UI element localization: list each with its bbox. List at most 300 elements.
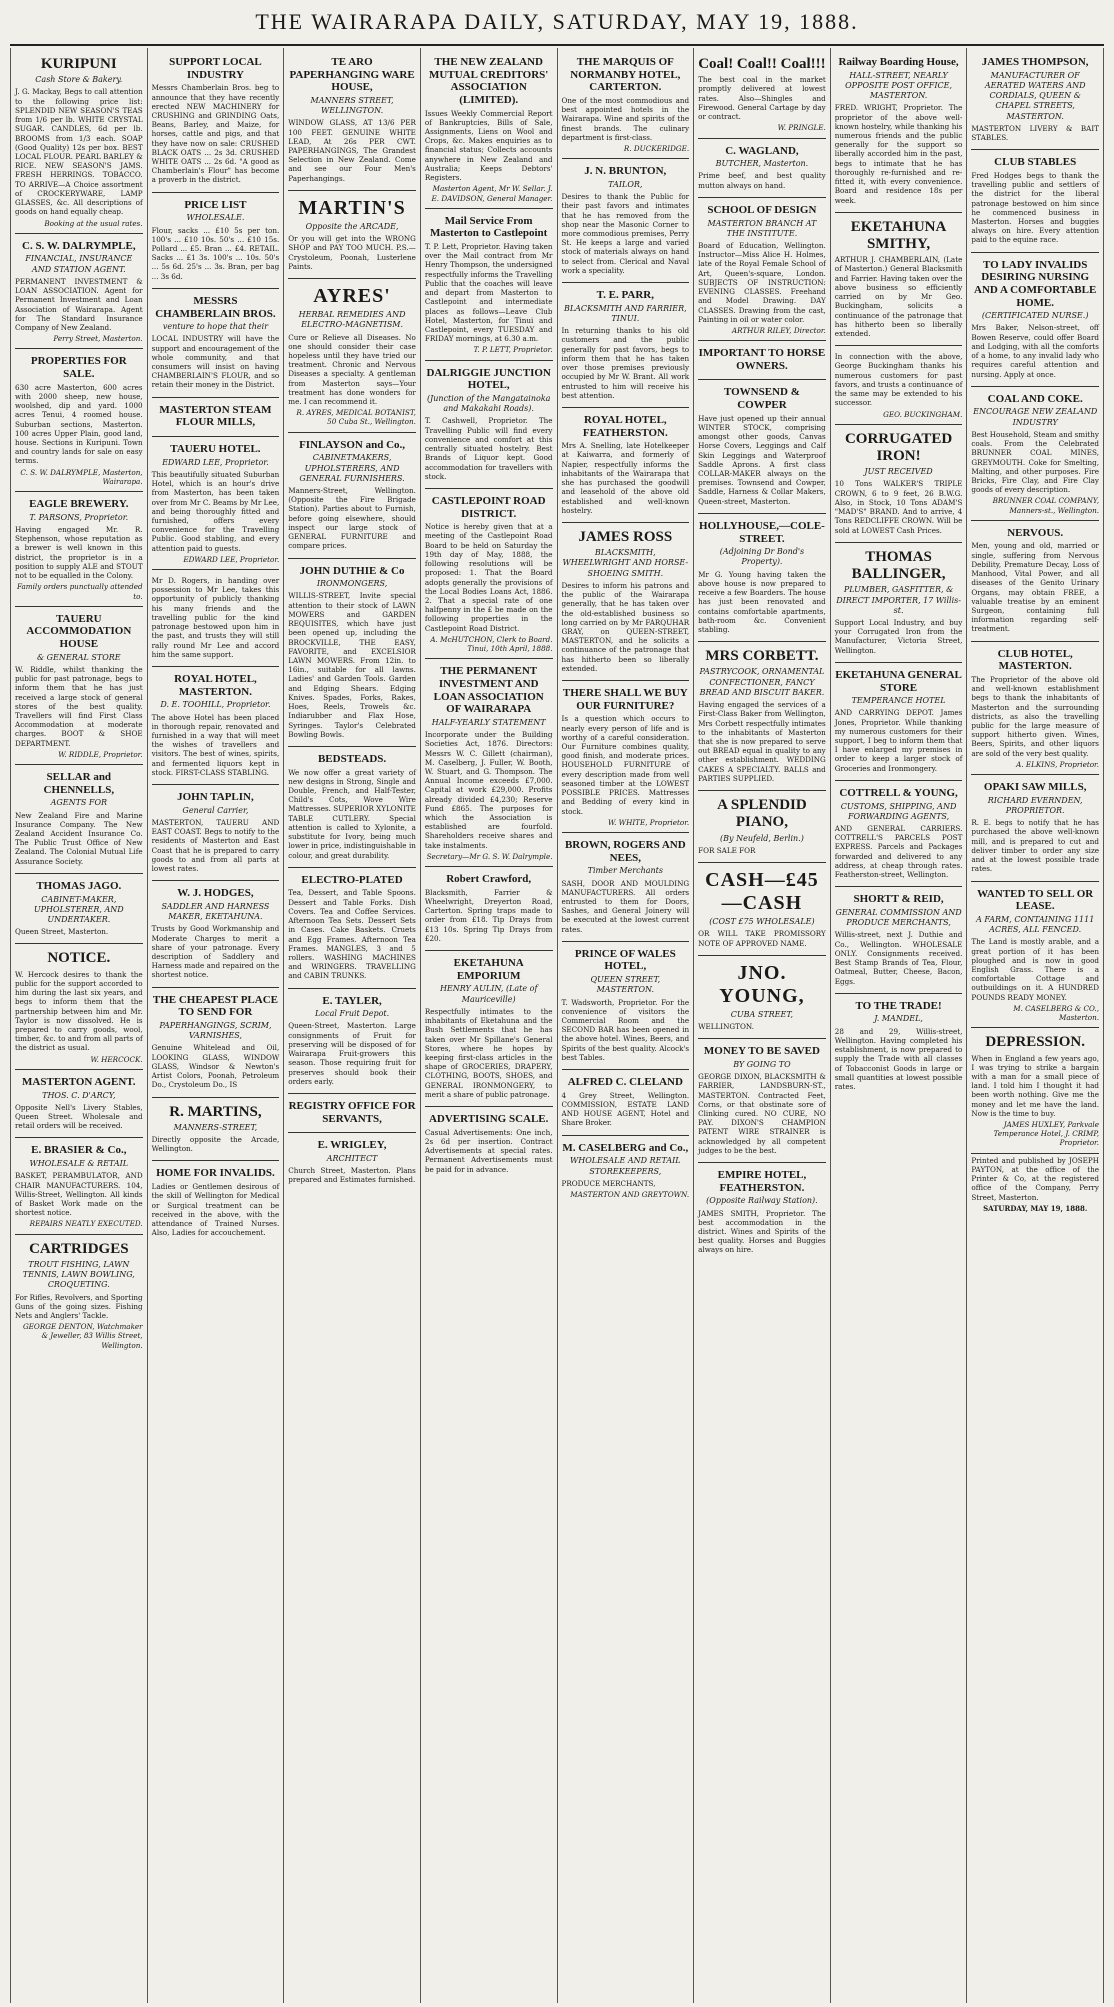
ad-headline: SCHOOL OF DESIGN (707, 203, 817, 216)
ad-subheading: THOS. C. D'ARCY, (42, 1090, 116, 1100)
ad-subheading: IRONMONGERS, (316, 579, 388, 589)
advertisement (425, 50, 553, 209)
advertisement (835, 887, 963, 993)
ad-subheading: PASTRYCOOK, ORNAMENTAL CONFECTIONER, FANCY BREAD AND BISCUIT BAKER. (699, 667, 825, 697)
ad-headline: EAGLE BREWERY. (29, 498, 129, 511)
advertisement (15, 1138, 143, 1234)
ad-signature: W. RIDDLE, Proprietor. (58, 749, 143, 759)
ad-body-text: Fred Hodges begs to thank the travelling public and settlers of the district for the liberal patronage bestowed on him since he commenced business in Masterton. Horses and buggies always on hire. Every attention paid to the equine race. (971, 170, 1099, 245)
ad-subheading: Timber Merchants (587, 866, 663, 876)
ad-subheading: (By Neufeld, Berlin.) (720, 833, 804, 843)
advertisement (152, 881, 280, 987)
ad-body-text: In connection with the above, George Buckingham thanks his numerous customers for past favors, and trusts a continuance of the same may be extended to his successor. (834, 352, 963, 408)
ad-headline: OPAKI SAW MILLS, (983, 781, 1087, 794)
ad-signature: M. CASELBERG & CO., Masterton. (1013, 1003, 1099, 1023)
ad-subheading: CUBA STREET, (730, 1009, 794, 1019)
ad-subheading: HERBAL REMEDIES AND ELECTRO-MAGNETISM. (298, 310, 406, 330)
ad-subheading: T. PARSONS, Proprietor. (29, 512, 129, 522)
ad-body-text: Mrs A. Snelling, late Hotelkeeper at Kaiwarra, and formerly of Napier, respectfully informs the inhabitants of the Wairarapa that she has purchased the goodwill and leasehold of the above old established and well-known hostelry. (561, 441, 690, 515)
advertisement (835, 543, 963, 663)
ad-headline: M. CASELBERG and Co., (562, 1141, 689, 1154)
ad-body-text: Church Street, Masterton. Plans prepared and Estimates furnished. (288, 1166, 416, 1185)
ad-headline: MASTERTON STEAM FLOUR MILLS, (159, 403, 272, 429)
advertisement (152, 50, 280, 193)
advertisement (288, 747, 416, 868)
ad-subheading: MANUFACTURER OF AERATED WATERS AND CORDIALS, QUEEN & CHAPEL STREETS, MASTERTON. (984, 70, 1086, 121)
newspaper-title: THE WAIRARAPA DAILY, SATURDAY, MAY 19, 1888. (255, 9, 859, 34)
advertisement (835, 50, 963, 213)
ad-body-text: Have just opened up their annual WINTER STOCK, comprising amongst other goods, Canvas Horse Covers, Leggings and Calf Skin Leggings and Waterproof Saddle Aprons. A first class COLLAR-MAKER always on the premises. Townsend and Cowper, Saddle, Harness & Collar Makers, Queen-street, Masterton. (698, 413, 826, 506)
ad-headline: DALRIGGIE JUNCTION HOTEL, (426, 366, 551, 392)
advertisement (288, 868, 416, 989)
advertisement (698, 50, 826, 139)
ad-subheading: (CERTIFICATED NURSE.) (981, 311, 1089, 321)
ad-body-text: Genuine Whitelead and Oil, LOOKING GLASS, WINDOW GLASS, Windsor & Newton's Artist Colors, Poonah, Petroleum Do., Crystoleum Do., IS (151, 1043, 280, 1090)
ad-headline: THOMAS JAGO. (36, 879, 122, 892)
ad-signature: MASTERTON AND GREYTOWN. (570, 1189, 690, 1199)
ad-subheading: QUEEN STREET, MASTERTON. (590, 975, 661, 995)
advertisement (562, 1136, 690, 1205)
ad-body-text: MASTERTON, TAUERU AND EAST COAST. Begs to notify to the residents of Masterton and East Coast that he is prepared to carry goods to and from all parts at lowest rates. (151, 817, 280, 874)
ad-subheading: D. E. TOOHILL, Proprietor. (160, 700, 271, 710)
advertisement (835, 663, 963, 781)
advertisement (562, 283, 690, 408)
ad-subheading: HENRY AULIN, (Late of Mauriceville) (439, 984, 538, 1004)
ad-body-text: Notice is hereby given that at a meeting of the Castlepoint Road Board to be held on Saturday the 19th day of May, 1888, the following resolutions will be proposed: 1. That the Board adopts generally the provisions of the Local Bodies Loans Act, 1886. 2. That a special rate of one halfpenny in the £ be made on the following properties in the Castlepoint Road District. (424, 522, 553, 633)
ad-headline: ELECTRO-PLATED (301, 873, 403, 886)
ad-subheading: General Carrier, (182, 805, 249, 815)
ad-signature: JAMES HUXLEY, Parkvale Temperance Hotel, J. CRIMP, Proprietor. (993, 1120, 1099, 1148)
ad-subheading: SADDLER AND HARNESS MAKER, EKETAHUNA. (161, 901, 270, 922)
ad-subheading: TAILOR, (608, 179, 643, 189)
ad-body-text: Ladies or Gentlemen desirous of the skill of Wellington for Medical or Surgical treatment can be received in the above, with the attendance of Trained Nurses. Also, Ladies for accouchement. (151, 1182, 280, 1238)
ad-headline: CORRUGATED IRON! (844, 430, 953, 464)
advertisement (971, 775, 1099, 881)
ad-body-text: Queen-Street, Masterton. Large consignments of Fruit for preserving will be disposed of for Wairarapa Fruit-growers this season. Those requiring fruit for preserves should book their orders early. (288, 1021, 416, 1086)
advertisement (562, 1070, 690, 1136)
ad-body-text: Cure or Relieve all Diseases. No one should consider their case hopeless until they have tried our treatment. Chronic and Nervous Diseases a specialty. A gentleman from Masterton says—Your treatment has done wonders for me. I can recommend it. (288, 332, 416, 407)
column-2 (148, 48, 285, 2003)
ad-headline: FINLAYSON and Co., (299, 438, 406, 451)
advertisement (698, 956, 826, 1039)
ad-headline: TO THE TRADE! (855, 999, 942, 1012)
ad-signature: BRUNNER COAL COMPANY, Manners-st., Wellington. (992, 496, 1099, 515)
ad-subheading: BUTCHER, Masterton. (715, 159, 809, 169)
advertisement (971, 642, 1099, 775)
advertisement (698, 514, 826, 642)
ad-headline: CASH—£45—CASH (705, 869, 819, 915)
ad-subheading: (Adjoining Dr Bond's Property). (719, 547, 805, 567)
ad-headline: ALFRED C. CLELAND (567, 1076, 683, 1089)
ad-subheading: PAPERHANGINGS, SCRIM, VARNISHES, (159, 1020, 272, 1041)
advertisement (152, 398, 280, 437)
ad-body-text: Mr G. Young having taken the above house is now prepared to receive a few Boarders. The house has just been renovated and contains comfortable apartments, bath-room &c. Convenient stabling. (698, 569, 826, 634)
ad-body-text: ARTHUR J. CHAMBERLAIN, (Late of Masterton.) General Blacksmith and Farrier. Having taken over the above business so efficiently carried on by Mr Geo. Buckingham, solicits a continuance of the patronage that has hitherto been so liberally extended. (834, 255, 963, 338)
ad-headline: MASTERTON AGENT. (22, 1075, 136, 1088)
advertisement (15, 492, 143, 607)
ad-headline: EKETAHUNA SMITHY, (850, 218, 947, 252)
ad-headline: E. BRASIER & Co., (31, 1144, 127, 1157)
ad-subheading: WHOLESALE. (186, 213, 245, 223)
advertisement (15, 50, 143, 234)
advertisement (425, 1107, 553, 1181)
ad-body-text: Having engaged Mr. R. Stephenson, whose reputation as a brewer is well known in this district, the proprietor is in a position to supply ALE and STOUT not to be equalled in the Colony. (15, 524, 143, 581)
ad-headline: Mail Service From Masterton to Castlepoint (430, 214, 548, 240)
ad-signature: Secretary—Mr G. S. W. Dalrymple. (426, 851, 553, 861)
ad-subheading: Opposite the ARCADE, (305, 221, 399, 231)
ad-body-text: Incorporate under the Building Societies Act, 1876. Directors: Messrs W. C. Gillett (chairman), M. Caselberg, J. Fuller, W. Booth, W. Stuart, and G. Thompson. The Annual Income exceeds £7,000. Capital at work £29,000. Profits already divided £4,230; Reserve Fund £865. The purposes for which the Association is established are fourfold. Shareholders receive shares and take instalments. (424, 730, 553, 850)
ad-subheading: EDWARD LEE, Proprietor. (162, 457, 269, 467)
ad-body-text: W. Hercock desires to thank the public for the support accorded to him during the last six years, and begs to inform them that the partnership between him and Mr. Taylor is now dissolved. He is prepared to carry goods, wool, timber, &c. to and from all parts of the district as usual. (15, 969, 143, 1053)
ad-body-text: The Land is mostly arable, and a great portion of it has been ploughed and is now in good English Grass. There is a comfortable Cottage and outbuildings on it. A HUNDRED POUNDS READY MONEY. (971, 937, 1099, 1002)
advertisement (288, 1133, 416, 1191)
ad-headline: CARTRIDGES (29, 1240, 129, 1257)
ad-headline: TOWNSEND & COWPER (723, 386, 800, 412)
ad-body-text: Directly opposite the Arcade, Wellington. (151, 1135, 280, 1154)
ad-subheading: HALF-YEARLY STATEMENT (431, 717, 546, 727)
ad-body-text: OR WILL TAKE PROMISSORY NOTE OF APPROVED NAME. (698, 929, 826, 948)
ad-body-text: WELLINGTON. (698, 1021, 754, 1031)
ad-headline: ROYAL HOTEL, MASTERTON. (174, 673, 257, 698)
advertisement (562, 523, 690, 681)
ad-body-text: Issues Weekly Commercial Report of Bankruptcies, Bills of Sale, Assignments, Liens on Wool and Crops, &c. Makes enquiries as to financial status; Collects accounts anywhere in New Zealand and Australia; Keeps Debtors' Registers. (424, 108, 553, 183)
advertisement (562, 159, 690, 283)
ad-body-text: LOCAL INDUSTRY will have the support and encouragement of the whole community, and that consumers will insist on having CHAMBERLAIN'S FLOUR, and so retain their money in the District. (151, 334, 280, 390)
advertisement (288, 191, 416, 279)
advertisement (835, 425, 963, 543)
ad-headline: C. S. W. DALRYMPLE, (22, 239, 136, 252)
ad-body-text: Messrs Chamberlain Bros. beg to announce that they have recently erected NEW MACHINERY for CRUSHING and GRINDING Oats, Beans, Barley, and Maize, for horses, cattle and pigs, and that they have now on sale: CRUSHED BLACK OATS ... 2s 3d. CRUSHED WHITE OATS ... 2s 6d. "A good as Chamberlain's Flour" has become a proverb in the district. (151, 83, 280, 185)
ad-body-text: R. E. begs to notify that he has purchased the above well-known mill, and is prepared to cut and deliver timber to order any size and at the lowest possible trade rates. (971, 818, 1099, 874)
newspaper-page (10, 48, 1104, 2003)
advertisement (15, 944, 143, 1069)
ad-body-text: T. Cashwell, Proprietor. The Travelling Public will find every convenience and comfort at this centrally situated hostelry. Best Brands of Liquor kept. Good accommodation for travellers with stock. (424, 416, 553, 481)
ad-headline: HOLLYHOUSE,—COLE-STREET. (699, 519, 825, 545)
ad-body-text: In returning thanks to his old customers and the public generally for past favors, begs to inform them that he has taken over those premises previously occupied by Mr W. Brant. All work entrusted to him will receive his best attention. (561, 326, 690, 400)
ad-signature: ARTHUR RILEY, Director. (731, 325, 826, 335)
ad-headline: R. MARTINS, (169, 1103, 262, 1120)
ad-signature: A. McHUTCHON, Clerk to Board. Tinui, 10th April, 1888. (430, 634, 553, 654)
ad-headline: WANTED TO SELL OR LEASE. (977, 887, 1094, 913)
ad-body-text: Manners-Street, Wellington. (Opposite the Fire Brigade Station). Parties about to Furnish, before going elsewhere, should inspect our large stock of GENERAL FURNITURE and compare prices. (288, 486, 416, 551)
ad-headline: TO LADY INVALIDS DESIRING NURSING AND A COMFORTABLE HOME. (974, 258, 1097, 309)
advertisement (835, 346, 963, 425)
ad-headline: THE CHEAPEST PLACE TO SEND FOR (152, 993, 278, 1019)
advertisement (15, 1235, 143, 1355)
ad-signature: REPAIRS NEATLY EXECUTED. (29, 1219, 143, 1229)
ad-headline: TAUERU HOTEL. (170, 442, 261, 455)
advertisement (288, 559, 416, 747)
advertisement (288, 433, 416, 559)
imprint-date: SATURDAY, MAY 19, 1888. (983, 1203, 1088, 1213)
column-8 (967, 48, 1104, 2003)
ad-headline: SUPPORT LOCAL INDUSTRY (169, 56, 262, 81)
ad-signature: Masterton Agent, Mr W. Sellar. J. E. DAVIDSON, General Manager. (431, 184, 553, 203)
ad-body-text: FRED. WRIGHT, Proprietor. The proprietor of the above well-known hostelry, while thanking his numerous friends and the public generally for the support so liberally accorded him in the past, begs to intimate that he has thoroughly re-furnished and re-fitted it, with every convenience. Board and residence 18s per week. (834, 103, 963, 205)
ad-headline: CASTLEPOINT ROAD DISTRICT. (431, 494, 546, 520)
advertisement (562, 833, 690, 942)
ad-headline: THERE SHALL WE BUY OUR FURNITURE? (562, 687, 688, 712)
ad-body-text: Prime beef, and best quality mutton always on hand. (698, 171, 826, 190)
advertisement (698, 1039, 826, 1163)
ad-body-text: Is a question which occurs to nearly every person of life and is worthy of a careful consideration. Our Furniture combines quality, good finish, and moderate prices. HOUSEHOLD FURNITURE of every description made from well seasoned timber at the LOWEST POSSIBLE PRICES. Mattresses and Bedding of every kind in stock. (561, 714, 690, 816)
advertisement (152, 785, 280, 881)
ad-signature: Booking at the usual rates. (44, 218, 143, 228)
column-6 (694, 48, 831, 2003)
ad-headline: MESSRS CHAMBERLAIN BROS. (155, 294, 276, 320)
column-4 (421, 48, 558, 2003)
advertisement (152, 437, 280, 570)
ad-body-text: Mr D. Rogers, in handing over possession to Mr Lee, takes this opportunity of publicly thanking his many friends and the travelling public for the kind patronage bestowed upon him in the past, and trusts they will still rally round Mr Lee and accord him the same support. (151, 576, 280, 659)
advertisement (15, 607, 143, 765)
ad-subheading: (COST £75 WHOLESALE) (709, 917, 815, 927)
advertisement (288, 50, 416, 191)
ad-body-text: J. G. Mackay, Begs to call attention to the following price list: SPLENDID NEW SEASON'S TEAS from 1/6 per lb. WHITE CRYSTAL SUGAR. CANDLES, 6d per lb. BROOMS from 1/3 each. SOAP (Good Quality) 12s per box. BEST LOCAL FLOUR. PEARL BARLEY & RICE. NEW SEASON'S JAMS. FRESH HERRINGS. TOBACCO. TO ARRIVE—A Choice assortment of CROCKERYWARE, LAMP GLASSES, &c. All descriptions of goods on hand equally cheap. (15, 87, 143, 217)
ad-subheading: BLACKSMITH AND FARRIER, TINUI. (563, 303, 687, 323)
ad-subheading: venture to hope that their (162, 322, 269, 332)
advertisement (425, 659, 553, 867)
ad-headline: COTTRELL & YOUNG, (839, 786, 958, 799)
advertisement (152, 988, 280, 1098)
advertisement (15, 349, 143, 492)
ad-body-text: Support Local Industry, and buy your Corrugated Iron from the Manufacturer, Victoria Street, Wellington. (834, 618, 963, 655)
ad-signature: EDWARD LEE, Proprietor. (183, 554, 280, 564)
ad-headline: E. TAYLER, (322, 994, 382, 1007)
ad-headline: THE NEW ZEALAND MUTUAL CREDITORS' ASSOCIATION (LIMITED). (429, 56, 549, 106)
ad-subheading: A FARM, CONTAINING 1111 ACRES, ALL FENCED. (976, 914, 1095, 935)
ad-headline: CLUB STABLES (994, 156, 1077, 169)
ad-body-text: This beautifully situated Suburban Hotel, which is an hour's drive from Masterton, has been taken over from Mr C. Beams by Mr Lee, and being thoroughly fitted and furnished, offers every convenience for the Travelling Public. Good stabling, and every attention paid to guests. (151, 469, 280, 553)
ad-body-text: Desires to inform his patrons and the public of the Wairarapa generally, that he has taken over the old-established business so long carried on by Mr FARQUHAR GRAY, on QUEEN-STREET, MASTERTON, and he solicits a continuance of the patronage that has hitherto been so liberally extended. (561, 580, 690, 673)
ad-body-text: Board of Education, Wellington. Instructor—Miss Alice H. Holmes, late of the Royal Female School of Art, Queen's-square, London. SUBJECTS OF INSTRUCTION: EVENING CLASSES. Freehand and Model Drawing. DAY CLASSES. Drawing from the cast, Painting in oil or water color. (698, 240, 826, 324)
ad-headline: DEPRESSION. (985, 1034, 1085, 1051)
advertisement (152, 289, 280, 398)
ad-body-text: Mrs Baker, Nelson-street, off Bowen Reserve, could offer Board and Lodging, with all the comforts of a home, to any invalid lady who requires careful attention and nursing. Apply at once. (971, 323, 1099, 379)
ad-headline: Robert Crawford, (446, 873, 532, 886)
ad-headline: C. WAGLAND, (725, 144, 799, 157)
column-5 (558, 48, 695, 2003)
ad-body-text: WILLIS-STREET, Invite special attention to their stock of LAWN MOWERS and GARDEN REQUISITES, which have just been opened up, including the BROCKVILLE, THE EASY, FAVORITE, and EXCELSIOR LAWN MOWERS. From 12in. to 16in., suitable for all lawns. Ladies' and Garden Tools. Garden and Edging Shears. Edging Knives. Spades, Forks, Rakes, Hoes, Reels, Trowels &c. Indiarubber and Flax Hose, Syringes. Taylor's Celebrated Bowling Bowls. (288, 591, 416, 739)
ad-subheading: GENERAL COMMISSION AND PRODUCE MERCHANTS, (835, 907, 962, 928)
advertisement (152, 570, 280, 667)
ad-body-text: Men, young and old, married or single, suffering from Nervous Debility, Premature Decay, Loss of Manhood, Vital Power, and all diseases of the Genito Urinary Organs, may obtain FREE, a valuable treatise by an eminent Surgeon, containing full information regarding self-treatment. (971, 541, 1099, 634)
ad-body-text: The Proprietor of the above old and well-known establishment begs to thank the inhabitants of Masterton and the surrounding districts, as also the travelling public for the large measure of support hitherto given. Wines, Beers, Spirits, and other liquors are sold of the very best quality. (971, 674, 1099, 758)
ad-headline: THE PERMANENT INVESTMENT AND LOAN ASSOCIATION OF WAIRARAPA (433, 665, 544, 716)
ad-headline: PRINCE OF WALES HOTEL, (574, 947, 676, 973)
ad-signature: Family orders punctually attended to. (17, 582, 143, 601)
ad-headline: JOHN TAPLIN, (177, 791, 254, 804)
ad-headline: EMPIRE HOTEL, FEATHERSTON. (717, 1169, 807, 1194)
ad-body-text: T. P. Lett, Proprietor. Having taken over the Mail contract from Mr Henry Thompson, the undersigned respectfully informs the Travelling Public that the coaches will leave and depart from Masterton to Castlepoint and intermediate places as follows—Leave Club Hotel, Masterton, for Tinui and Castlepoint, every TUESDAY and FRIDAY mornings, at 6.30 a.m. (424, 242, 553, 344)
ad-headline: KURIPUNI (40, 56, 117, 72)
ad-subheading: MANNERS STREET, WELLINGTON. (310, 95, 394, 116)
advertisement (698, 642, 826, 791)
ad-subheading: WHOLESALE & RETAIL (29, 1159, 129, 1169)
ad-headline: SELLAR and CHENNELLS, (43, 771, 115, 796)
advertisement (562, 408, 690, 523)
advertisement (971, 1028, 1099, 1153)
advertisement (562, 50, 690, 159)
advertisement (971, 521, 1099, 642)
advertisement (562, 681, 690, 833)
advertisement (971, 253, 1099, 387)
ad-body-text: 4 Grey Street, Wellington. COMMISSION, ESTATE LAND AND HOUSE AGENT, Hotel and Share Broker. (561, 1090, 690, 1128)
advertisement (152, 1098, 280, 1162)
ad-body-text: Opposite Nell's Livery Stables, Queen Street. Wholesale and retail orders will be received. (15, 1102, 143, 1131)
advertisement (425, 209, 553, 361)
advertisement (425, 361, 553, 489)
ad-headline: PRICE LIST (184, 198, 247, 211)
ad-body-text: Queen Street, Masterton. (15, 927, 109, 937)
ad-body-text: WINDOW GLASS, AT 13/6 PER 100 FEET. GENUINE WHITE LEAD, At 26s PER CWT. PAPERHANGINGS, The Grandest Selection in New Zealand. Come and see our Four Men's Paperhangings. (288, 118, 416, 183)
ad-body-text: The best coal in the market promptly delivered at lowest rates. Also—Shingles and Firewood. General Cartage by day or contract. (698, 75, 826, 122)
advertisement (288, 989, 416, 1094)
ad-body-text: Or you will get into the WRONG SHOP and PAY TOO MUCH. P.S.—Crystoleum, Poonah, Lusterlene Paints. (288, 234, 416, 271)
ad-body-text: When in England a few years ago, I was trying to strike a bargain with a man for a small piece of land. I told him I thought it had been worth nothing. Give me the money and let me have the land. Now is the time to buy. (971, 1053, 1099, 1118)
ad-body-text: The above Hotel has been placed in thorough repair, renovated and furnished in a way that will meet the wishes of travellers and visitors. The best of wines, spirits, and fermented liquors kept in stock. FIRST-CLASS STABLING. (151, 712, 280, 777)
ad-body-text: T. Wadsworth, Proprietor. For the convenience of visitors the Commercial Room and the SECOND BAR has been opened in the above hotel. Wines, Beers, and Spirits of the best quality. Alcock's best Tables. (561, 997, 690, 1062)
ad-headline: NOTICE. (47, 950, 111, 967)
advertisement (15, 874, 143, 945)
ad-signature: GEORGE DENTON, Watchmaker & Jeweller, 83 Willis Street, Wellington. (22, 1322, 143, 1350)
ad-signature: W. HERCOCK. (90, 1054, 143, 1064)
ad-subheading: ENCOURAGE NEW ZEALAND INDUSTRY (973, 407, 1098, 427)
ad-body-text: AND CARRYING DEPOT. James Jones, Proprietor. While thanking my numerous customers for their support, I beg to inform them that I have enlarged my premises in order to keep a larger stock of Groceries and Ironmongery. (834, 708, 963, 773)
ad-headline: Coal! Coal!! Coal!!! (698, 56, 826, 72)
advertisement (425, 951, 553, 1107)
ad-body-text: JAMES SMITH, Proprietor. The best accommodation in the district. Wines and Spirits of the best quality. Horses and Buggies always on hire. (698, 1208, 826, 1255)
ad-body-text: Blacksmith, Farrier & Wheelwright, Dreyerton Road, Carterton. Spring traps made to order from £18. Tip Drays from £13 10s. Spring Tip Drays from £20. (424, 887, 553, 943)
ad-headline: Railway Boarding House, (838, 56, 959, 68)
ad-headline: A SPLENDID PIANO, (717, 797, 807, 831)
ad-subheading: CABINETMAKERS, UPHOLSTERERS, AND GENERAL FURNISHERS. (299, 453, 405, 483)
ad-body-text: W. Riddle, whilst thanking the public for past patronage, begs to inform them that he has just received a large stock of general stores of the best quality. Travellers will find First Class Accommodation at moderate charges. BOOT & SHOE DEPARTMENT. (15, 664, 143, 748)
ad-subheading: BLACKSMITH, WHEELWRIGHT AND HORSE-SHOEING SMITH. (562, 548, 689, 578)
ad-body-text: Tea, Dessert, and Table Spoons. Dessert and Table Forks. Dish Covers. Tea and Coffee Services. Afternoon Tea Sets. Dessert Sets in Cases. Cake Baskets. Cruets and Egg Frames. Afternoon Tea Frames. MANGLES, 3 and 5 rollers. WASHING MACHINES and WRINGERS. TRAVELLING and CABIN TRUNKS. (288, 888, 416, 981)
ad-subheading: PLUMBER, GASFITTER, & DIRECT IMPORTER, 17 Willis-st. (836, 585, 961, 615)
ad-body-text: BASKET, PERAMBULATOR, AND CHAIR MANUFACTURERS. 104, Willis-Street, Wellington. All kinds of Basket Work made on the shortest notice. (15, 1171, 143, 1218)
advertisement (698, 791, 826, 863)
ad-headline: PROPERTIES FOR SALE. (30, 355, 127, 381)
ad-body-text: Best Household, Steam and smithy coals. From the Celebrated BRUNNER COAL MINES, GREYMOUTH. Coke for Smelting, Malting, and other purposes. Fire Bricks, Fire Clay, and Fire Clay goods of every description. (971, 429, 1099, 495)
ad-headline: THE MARQUIS OF NORMANBY HOTEL, CARTERTON. (570, 56, 681, 94)
ad-headline: NERVOUS. (1007, 526, 1064, 539)
ad-body-text: Having engaged the services of a First-Class Baker from Wellington, Mrs Corbett respectfully intimates to the inhabitants of Masterton that she is now prepared to serve out BREAD equal in quality to any other establishment. WEDDING CAKES A SPECIALTY. BALLS and PARTIES SUPPLIED. (698, 700, 826, 783)
ad-body-text: MASTERTON LIVERY & BAIT STABLES. (971, 123, 1099, 143)
ad-headline: MRS CORBETT. (705, 648, 819, 665)
masthead (10, 0, 1104, 46)
ad-signature: W. PRINGLE. (777, 123, 826, 133)
advertisement (15, 234, 143, 350)
ad-body-text: FOR SALE FOR (698, 845, 756, 855)
ad-subheading: HALL-STREET, NEARLY OPPOSITE POST OFFICE, MASTERTON. (845, 70, 952, 101)
ad-body-text: GEORGE DIXON, BLACKSMITH & FARRIER, LANDSBURN-ST., MASTERTON. Contracted Feet, Corns, or that obstinate sore of Clinking cured. NO CURE, NO PAY. DIXON'S CHAMPION PATENT WIRE STRAINER is acknowledged by all competent judges to be the best. (698, 1072, 826, 1155)
ad-body-text: New Zealand Fire and Marine Insurance Company. The New Zealand Accident Insurance Co. The Public Trust Office of New Zealand. The Colonial Mutual Life Assurance Society. (15, 810, 143, 866)
ad-body-text: 28 and 29, Willis-street, Wellington. Having completed his establishment, is now prepared to supply the Trade with all classes of Tobacconist Goods in large or small quantities at lowest possible rates. (834, 1026, 963, 1091)
ad-headline: TE ARO PAPERHANGING WARE HOUSE, (289, 56, 415, 94)
ad-subheading: (Junction of the Mangatainoka and Makakahi Roads). (426, 393, 551, 414)
ad-headline: MONEY TO BE SAVED (703, 1045, 820, 1058)
ad-headline: CLUB HOTEL, MASTERTON. (997, 647, 1073, 673)
ad-body-text: Respectfully intimates to the inhabitants of Eketahuna and the Bush Settlements that he has taken over Mr Spillane's General Stores, where he hopes by keeping first-class articles in the shape of GROCERIES, DRAPERY, CLOTHING, BOOTS, SHOES, and GENERAL IRONMONGERY, to merit a share of public patronage. (424, 1006, 553, 1099)
ad-headline: JAMES THOMPSON, (981, 56, 1089, 68)
ad-body-text: 630 acre Masterton, 600 acres with 2000 sheep, new house, woolshed, dip and yard. 1000 acres Tenui, 4 roomed house. Suburban sections, Masterton. 100 acres Upper Plain, good land, house. Sections in Kuripuni. Town and country lands for sale on easy terms. (15, 382, 143, 466)
ad-headline: TAUERU ACCOMMODATION HOUSE (26, 612, 132, 650)
ad-headline: REGISTRY OFFICE FOR SERVANTS, (288, 1100, 416, 1125)
advertisement (288, 1094, 416, 1133)
ad-body-text: One of the most commodious and best appointed hotels in the Wairarapa. Wine and spirits of the finest brands. The culinary department is first-class. (561, 95, 690, 142)
ad-headline: BROWN, ROGERS AND NEES, (564, 839, 686, 864)
ad-subheading: (Opposite Railway Station). (706, 1196, 818, 1206)
column-7 (831, 48, 968, 2003)
advertisement (971, 882, 1099, 1029)
ad-body-text: Casual Advertisements: One inch, 2s 6d per insertion. Contract Advertisements at special rates. Permanent Advertisements must be paid for in advance. (424, 1127, 553, 1174)
advertisement (971, 387, 1099, 521)
advertisement (698, 380, 826, 513)
ad-subheading: & GENERAL STORE (36, 652, 121, 662)
ad-body-text: For Rifles, Revolvers, and Sporting Guns of the going sizes. Fishing Nets and Anglers' Tackle. (15, 1292, 143, 1320)
advertisement (698, 198, 826, 341)
ad-headline: EKETAHUNA GENERAL STORE (835, 668, 962, 694)
ad-subheading: TROUT FISHING, LAWN TENNIS, LAWN BOWLING, CROQUETING. (22, 1259, 135, 1290)
ad-signature: Perry Street, Masterton. (53, 334, 143, 344)
ad-headline: COAL AND COKE. (987, 392, 1083, 405)
column-1 (11, 48, 148, 2003)
ad-signature: T. P. LETT, Proprietor. (473, 345, 553, 355)
ad-subheading: AGENTS FOR (50, 798, 108, 808)
ad-subheading: MASTERTON BRANCH AT THE INSTITUTE. (707, 218, 817, 238)
ad-subheading: J. MANDEL, (874, 1014, 923, 1024)
ad-headline: ROYAL HOTEL, FEATHERSTON. (582, 413, 668, 439)
advertisement (698, 341, 826, 380)
ad-headline: HOME FOR INVALIDS. (156, 1167, 275, 1180)
ad-body-text: Flour, sacks ... £10 5s per ton. 100's ... £10 10s. 50's ... £10 15s. Pollard ... £5. Bran ... £4. RETAIL. Sacks ... £1 3s. 100's ... 10s. 50's ... 5s 6d. 25's ... 3s. Bran, per bag ... 3s 6d. (151, 225, 280, 281)
ad-headline: BEDSTEADS. (317, 752, 387, 765)
ad-subheading: JUST RECEIVED (864, 467, 933, 477)
ad-body-text: Desires to thank the Public for their past favors and intimates that he has removed from the shop near the Masonic Corner to more commodious premises, Perry St. He keeps a large and varied stock of materials always on hand to select from. Clerical and Naval work a speciality. (561, 192, 690, 275)
ad-subheading: BY GOING TO (733, 1059, 791, 1069)
ad-subheading: RICHARD EVERNDEN, PROPRIETOR. (987, 795, 1083, 815)
ad-subheading: ARCHITECT (326, 1153, 378, 1163)
ad-headline: T. E. PARR, (596, 289, 654, 302)
column-3 (284, 48, 421, 2003)
advertisement (835, 213, 963, 346)
ad-body-text: Willis-street, next J. Duthie and Co., Wellington. WHOLESALE ONLY. Consignments received. Best Stamp Brands of Tea, Flour, Oatmeal, Butter, Cheese, Bacon, Eggs. (834, 930, 963, 986)
ad-headline: MARTIN'S (298, 196, 406, 219)
ad-subheading: FINANCIAL, INSURANCE AND STATION AGENT. (25, 254, 133, 274)
ad-signature: R. DUCKERIDGE. (623, 144, 690, 154)
advertisement (971, 50, 1099, 150)
advertisement (152, 193, 280, 289)
ad-body-text: SASH, DOOR AND MOULDING MANUFACTURERS. All orders entrusted to them for Doors, Sashes, and General Joinery will be executed at the lowest current rates. (561, 878, 690, 934)
advertisement (698, 1163, 826, 1262)
ad-subheading: TEMPERANCE HOTEL (851, 696, 946, 706)
ad-signature: A. ELKINS, Proprietor. (1016, 759, 1099, 769)
ad-body-text: PRODUCE MERCHANTS, (561, 1178, 656, 1188)
advertisement (15, 765, 143, 874)
ad-subheading: MANNERS-STREET, (173, 1122, 258, 1132)
advertisement (698, 863, 826, 956)
advertisement (152, 667, 280, 785)
advertisement (152, 1161, 280, 1244)
imprint-text: Printed and published by JOSEPH PAYTON, at the office of the Printer & Co, at the registered office of the Company, Perry Street, Masterton. (971, 1155, 1099, 1202)
ad-headline: E. WRIGLEY, (317, 1139, 387, 1152)
advertisement (15, 1070, 143, 1139)
ad-body-text: AND GENERAL CARRIERS. COTTRELL'S PARCELS POST EXPRESS. Parcels and Packages forwarded and delivered to any address, at cheap through rates. Featherston-street, Wellington. (834, 824, 963, 880)
ad-signature: GEO. BUCKINGHAM. (883, 409, 963, 419)
ad-body-text: PERMANENT INVESTMENT & LOAN ASSOCIATION. Agent for Permanent Investment and Loan Association of Wairarapa. Agent for The Standard Insurance Company of New Zealand. (15, 276, 143, 332)
advertisement (835, 781, 963, 887)
